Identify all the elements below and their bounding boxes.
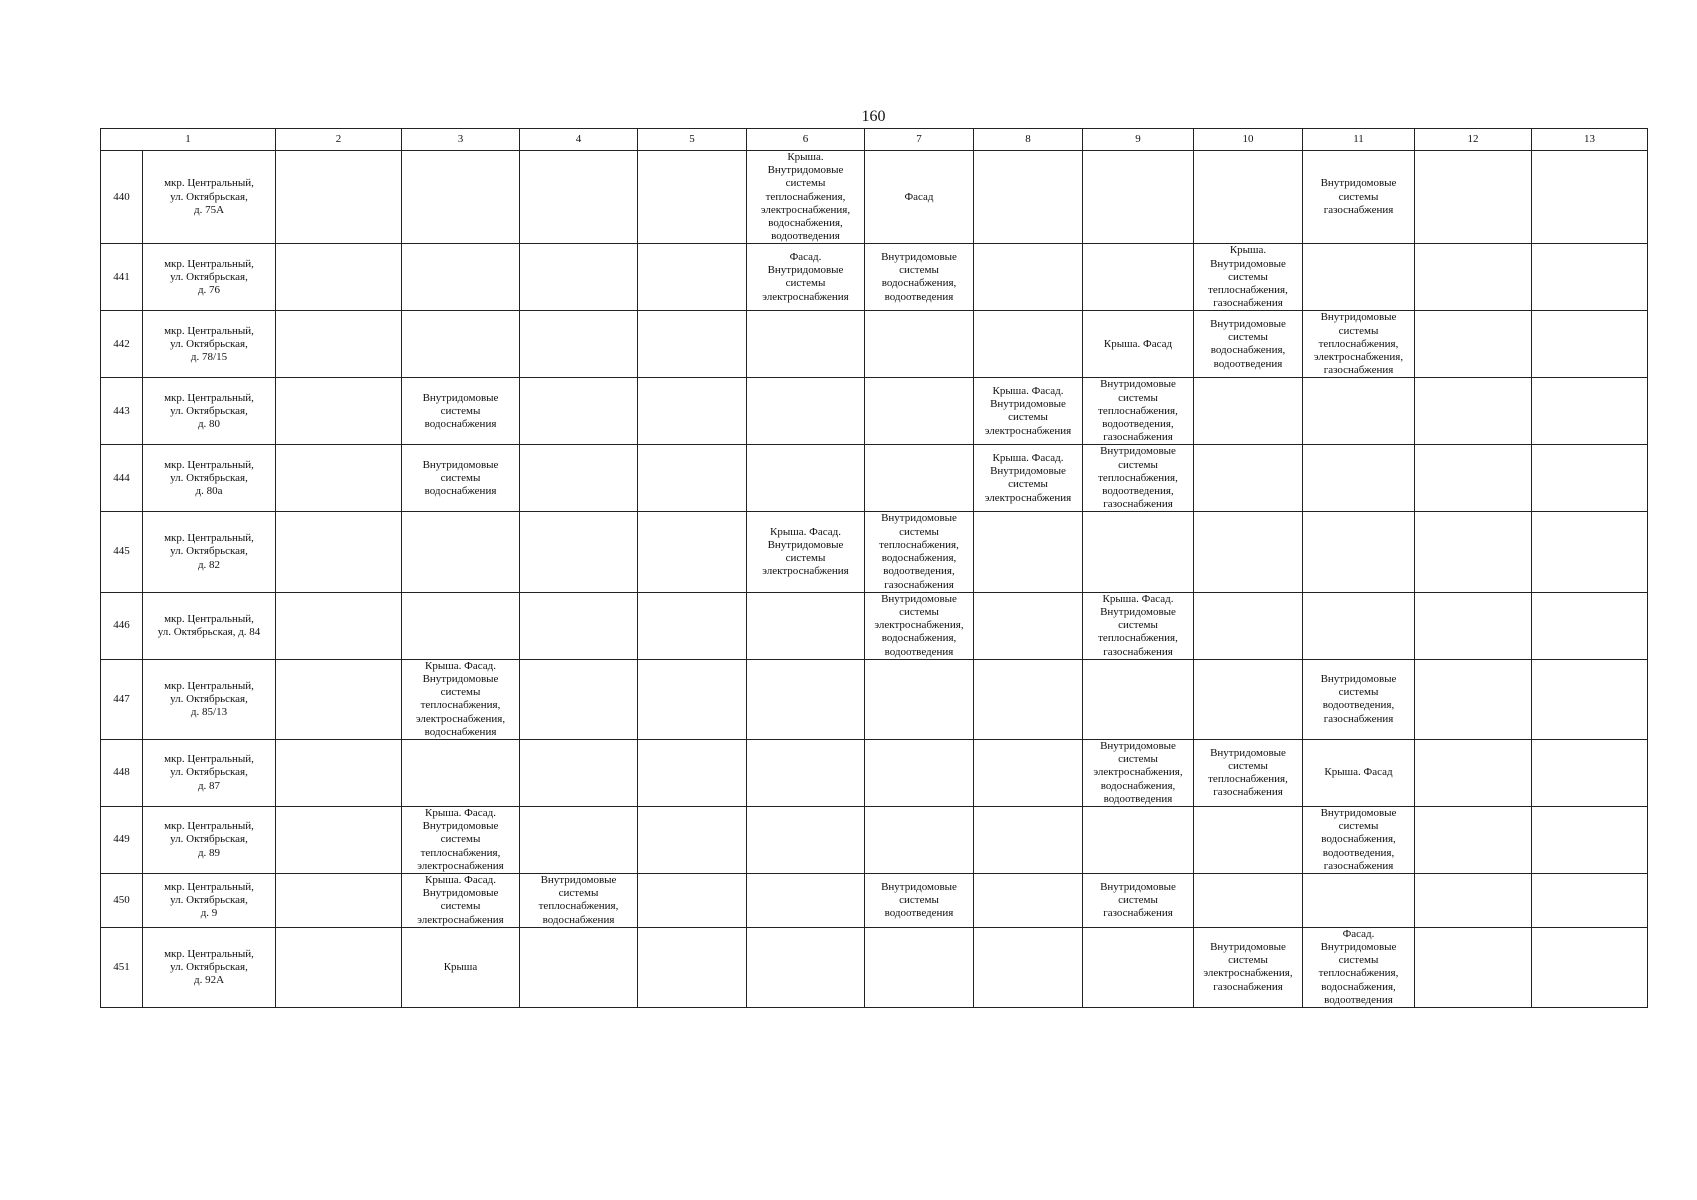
- table-row: [101, 873, 1648, 927]
- work-cell: Внутридомовые системы водоснабжения, водоотведения, газоснабжения: [1303, 806, 1415, 873]
- work-cell: Внутридомовые системы теплоснабжения, водоснабжения, водоотведения, газоснабжения: [865, 512, 974, 592]
- work-cell: [402, 311, 520, 378]
- work-cell: [1303, 244, 1415, 311]
- work-cell: [1532, 445, 1648, 512]
- column-header: 3: [402, 129, 520, 151]
- column-header: 13: [1532, 129, 1648, 151]
- work-cell: [1532, 739, 1648, 806]
- address-cell: мкр. Центральный, ул. Октябрьская, д. 75А: [143, 151, 276, 244]
- row-number: 451: [101, 927, 143, 1007]
- table-row: [101, 244, 1648, 311]
- work-cell: Внутридомовые системы водоснабжения, водоотведения: [865, 244, 974, 311]
- work-cell: [1083, 806, 1194, 873]
- table-row: [101, 445, 1648, 512]
- work-cell: [276, 592, 402, 659]
- work-cell: Внутридомовые системы электроснабжения, водоснабжения, водоотведения: [865, 592, 974, 659]
- work-cell: [1194, 806, 1303, 873]
- work-cell: [747, 445, 865, 512]
- row-number: 449: [101, 806, 143, 873]
- work-cell: [402, 739, 520, 806]
- work-cell: [1415, 592, 1532, 659]
- work-cell: [865, 445, 974, 512]
- address-cell: мкр. Центральный, ул. Октябрьская, д. 89: [143, 806, 276, 873]
- work-cell: [276, 873, 402, 927]
- address-cell: мкр. Центральный, ул. Октябрьская, д. 85/13: [143, 659, 276, 739]
- work-cell: [638, 806, 747, 873]
- work-cell: [1532, 927, 1648, 1007]
- work-cell: [276, 927, 402, 1007]
- work-cell: Внутридомовые системы газоснабжения: [1303, 151, 1415, 244]
- work-cell: Внутридомовые системы теплоснабжения, газоснабжения: [1194, 739, 1303, 806]
- work-cell: [1532, 592, 1648, 659]
- column-header: 10: [1194, 129, 1303, 151]
- work-cell: [1083, 512, 1194, 592]
- row-number: 445: [101, 512, 143, 592]
- table-row: [101, 311, 1648, 378]
- work-cell: [1532, 244, 1648, 311]
- work-cell: [402, 592, 520, 659]
- work-cell: [520, 927, 638, 1007]
- work-cell: Фасад: [865, 151, 974, 244]
- work-cell: [638, 739, 747, 806]
- work-cell: [747, 378, 865, 445]
- work-cell: [520, 378, 638, 445]
- work-cell: [865, 659, 974, 739]
- column-header: 7: [865, 129, 974, 151]
- table-row: [101, 378, 1648, 445]
- work-cell: [1415, 445, 1532, 512]
- work-cell: Крыша. Фасад. Внутридомовые системы теплоснабжения, электроснабжения: [402, 806, 520, 873]
- table-row: [101, 512, 1648, 592]
- work-cell: Крыша. Фасад. Внутридомовые системы электроснабжения: [974, 378, 1083, 445]
- work-cell: [1532, 512, 1648, 592]
- row-number: 440: [101, 151, 143, 244]
- row-number: 448: [101, 739, 143, 806]
- work-cell: [1194, 445, 1303, 512]
- address-cell: мкр. Центральный, ул. Октябрьская, д. 78/15: [143, 311, 276, 378]
- work-cell: [1415, 739, 1532, 806]
- address-cell: мкр. Центральный, ул. Октябрьская, д. 76: [143, 244, 276, 311]
- work-cell: Крыша. Фасад. Внутридомовые системы электроснабжения: [974, 445, 1083, 512]
- table-row: [101, 927, 1648, 1007]
- work-cell: [865, 806, 974, 873]
- work-cell: [1083, 927, 1194, 1007]
- work-cell: [747, 873, 865, 927]
- work-cell: [520, 806, 638, 873]
- row-number: 450: [101, 873, 143, 927]
- work-cell: [402, 151, 520, 244]
- work-cell: Крыша. Внутридомовые системы теплоснабжения, электроснабжения, водоснабжения, водоотведения: [747, 151, 865, 244]
- work-cell: [276, 244, 402, 311]
- work-cell: [1194, 592, 1303, 659]
- work-cell: Внутридомовые системы газоснабжения: [1083, 873, 1194, 927]
- address-cell: мкр. Центральный, ул. Октябрьская, д. 80а: [143, 445, 276, 512]
- work-cell: Внутридомовые системы электроснабжения, газоснабжения: [1194, 927, 1303, 1007]
- work-cell: Внутридомовые системы теплоснабжения, водоснабжения: [520, 873, 638, 927]
- work-cell: [520, 659, 638, 739]
- work-cell: [1532, 151, 1648, 244]
- column-header: 6: [747, 129, 865, 151]
- work-cell: [974, 311, 1083, 378]
- work-cell: [1303, 445, 1415, 512]
- work-cell: [638, 512, 747, 592]
- address-cell: мкр. Центральный, ул. Октябрьская, д. 80: [143, 378, 276, 445]
- work-cell: [1303, 378, 1415, 445]
- work-cell: [638, 873, 747, 927]
- column-header: 11: [1303, 129, 1415, 151]
- work-cell: [1194, 659, 1303, 739]
- work-cell: [520, 739, 638, 806]
- column-header: 2: [276, 129, 402, 151]
- work-cell: [865, 311, 974, 378]
- work-cell: [747, 592, 865, 659]
- work-cell: Крыша. Внутридомовые системы теплоснабжения, газоснабжения: [1194, 244, 1303, 311]
- work-cell: [1415, 512, 1532, 592]
- work-cell: [638, 378, 747, 445]
- work-cell: [1194, 512, 1303, 592]
- address-cell: мкр. Центральный, ул. Октябрьская, д. 82: [143, 512, 276, 592]
- repair-schedule-table: [100, 128, 1648, 1008]
- work-cell: Крыша. Фасад. Внутридомовые системы теплоснабжения, газоснабжения: [1083, 592, 1194, 659]
- work-cell: Фасад. Внутридомовые системы теплоснабжения, водоснабжения, водоотведения: [1303, 927, 1415, 1007]
- work-cell: [276, 311, 402, 378]
- work-cell: [974, 151, 1083, 244]
- work-cell: [520, 311, 638, 378]
- work-cell: [520, 244, 638, 311]
- work-cell: Внутридомовые системы электроснабжения, водоснабжения, водоотведения: [1083, 739, 1194, 806]
- work-cell: [747, 739, 865, 806]
- work-cell: [1415, 927, 1532, 1007]
- work-cell: [747, 927, 865, 1007]
- work-cell: [1083, 659, 1194, 739]
- work-cell: [276, 739, 402, 806]
- work-cell: [1194, 151, 1303, 244]
- work-cell: [520, 151, 638, 244]
- work-cell: [638, 592, 747, 659]
- work-cell: Внутридомовые системы теплоснабжения, электроснабжения, газоснабжения: [1303, 311, 1415, 378]
- work-cell: [276, 378, 402, 445]
- column-header: 4: [520, 129, 638, 151]
- work-cell: [865, 378, 974, 445]
- work-cell: [1083, 151, 1194, 244]
- work-cell: [974, 873, 1083, 927]
- table-row: [101, 592, 1648, 659]
- table-row: [101, 659, 1648, 739]
- work-cell: [1303, 873, 1415, 927]
- work-cell: Внутридомовые системы водоснабжения, водоотведения: [1194, 311, 1303, 378]
- work-cell: [974, 806, 1083, 873]
- work-cell: Крыша. Фасад. Внутридомовые системы электроснабжения: [747, 512, 865, 592]
- work-cell: Внутридомовые системы водоотведения: [865, 873, 974, 927]
- work-cell: [1083, 244, 1194, 311]
- work-cell: Крыша. Фасад. Внутридомовые системы теплоснабжения, электроснабжения, водоснабжения: [402, 659, 520, 739]
- work-cell: Фасад. Внутридомовые системы электроснабжения: [747, 244, 865, 311]
- work-cell: [1194, 873, 1303, 927]
- work-cell: Крыша: [402, 927, 520, 1007]
- work-cell: [974, 592, 1083, 659]
- work-cell: [520, 512, 638, 592]
- work-cell: [974, 244, 1083, 311]
- work-cell: Внутридомовые системы теплоснабжения, водоотведения, газоснабжения: [1083, 378, 1194, 445]
- header-row: [101, 129, 1648, 151]
- work-cell: [638, 445, 747, 512]
- row-number: 442: [101, 311, 143, 378]
- column-header: 5: [638, 129, 747, 151]
- work-cell: [276, 445, 402, 512]
- work-cell: [638, 244, 747, 311]
- row-number: 443: [101, 378, 143, 445]
- work-cell: [747, 659, 865, 739]
- work-cell: [974, 739, 1083, 806]
- work-cell: [1415, 311, 1532, 378]
- work-cell: [974, 512, 1083, 592]
- work-cell: Внутридомовые системы водоснабжения: [402, 445, 520, 512]
- address-cell: мкр. Центральный, ул. Октябрьская, д. 84: [143, 592, 276, 659]
- column-header: 12: [1415, 129, 1532, 151]
- work-cell: [1303, 592, 1415, 659]
- work-cell: [638, 151, 747, 244]
- row-number: 447: [101, 659, 143, 739]
- row-number: 446: [101, 592, 143, 659]
- work-cell: [747, 311, 865, 378]
- page-number: 160: [861, 108, 886, 125]
- work-cell: [520, 592, 638, 659]
- work-cell: [638, 659, 747, 739]
- work-cell: [747, 806, 865, 873]
- work-cell: Крыша. Фасад: [1083, 311, 1194, 378]
- work-cell: Внутридомовые системы водоотведения, газоснабжения: [1303, 659, 1415, 739]
- work-cell: [1415, 244, 1532, 311]
- address-cell: мкр. Центральный, ул. Октябрьская, д. 87: [143, 739, 276, 806]
- work-cell: [1532, 873, 1648, 927]
- work-cell: [276, 151, 402, 244]
- work-cell: [1532, 378, 1648, 445]
- table-row: [101, 151, 1648, 244]
- table-row: [101, 739, 1648, 806]
- work-cell: Крыша. Фасад: [1303, 739, 1415, 806]
- column-header: 8: [974, 129, 1083, 151]
- row-number: 444: [101, 445, 143, 512]
- work-cell: [865, 927, 974, 1007]
- work-cell: [1415, 873, 1532, 927]
- work-cell: [638, 311, 747, 378]
- work-cell: [865, 739, 974, 806]
- table-header: [101, 129, 1648, 151]
- work-cell: [1303, 512, 1415, 592]
- work-cell: [974, 927, 1083, 1007]
- work-cell: Крыша. Фасад. Внутридомовые системы электроснабжения: [402, 873, 520, 927]
- work-cell: [1415, 378, 1532, 445]
- work-cell: [1415, 806, 1532, 873]
- address-cell: мкр. Центральный, ул. Октябрьская, д. 9: [143, 873, 276, 927]
- work-cell: [276, 659, 402, 739]
- work-cell: [1532, 311, 1648, 378]
- column-header: 1: [101, 129, 276, 151]
- work-cell: [1415, 151, 1532, 244]
- work-cell: [1194, 378, 1303, 445]
- address-cell: мкр. Центральный, ул. Октябрьская, д. 92А: [143, 927, 276, 1007]
- work-cell: [276, 512, 402, 592]
- work-cell: [402, 512, 520, 592]
- work-cell: [1532, 806, 1648, 873]
- work-cell: [402, 244, 520, 311]
- work-cell: [276, 806, 402, 873]
- work-cell: [974, 659, 1083, 739]
- work-cell: [1415, 659, 1532, 739]
- work-cell: [520, 445, 638, 512]
- column-header: 9: [1083, 129, 1194, 151]
- work-cell: [1532, 659, 1648, 739]
- work-cell: Внутридомовые системы теплоснабжения, водоотведения, газоснабжения: [1083, 445, 1194, 512]
- table-body: [101, 151, 1648, 1008]
- work-cell: Внутридомовые системы водоснабжения: [402, 378, 520, 445]
- work-cell: [638, 927, 747, 1007]
- row-number: 441: [101, 244, 143, 311]
- table-row: [101, 806, 1648, 873]
